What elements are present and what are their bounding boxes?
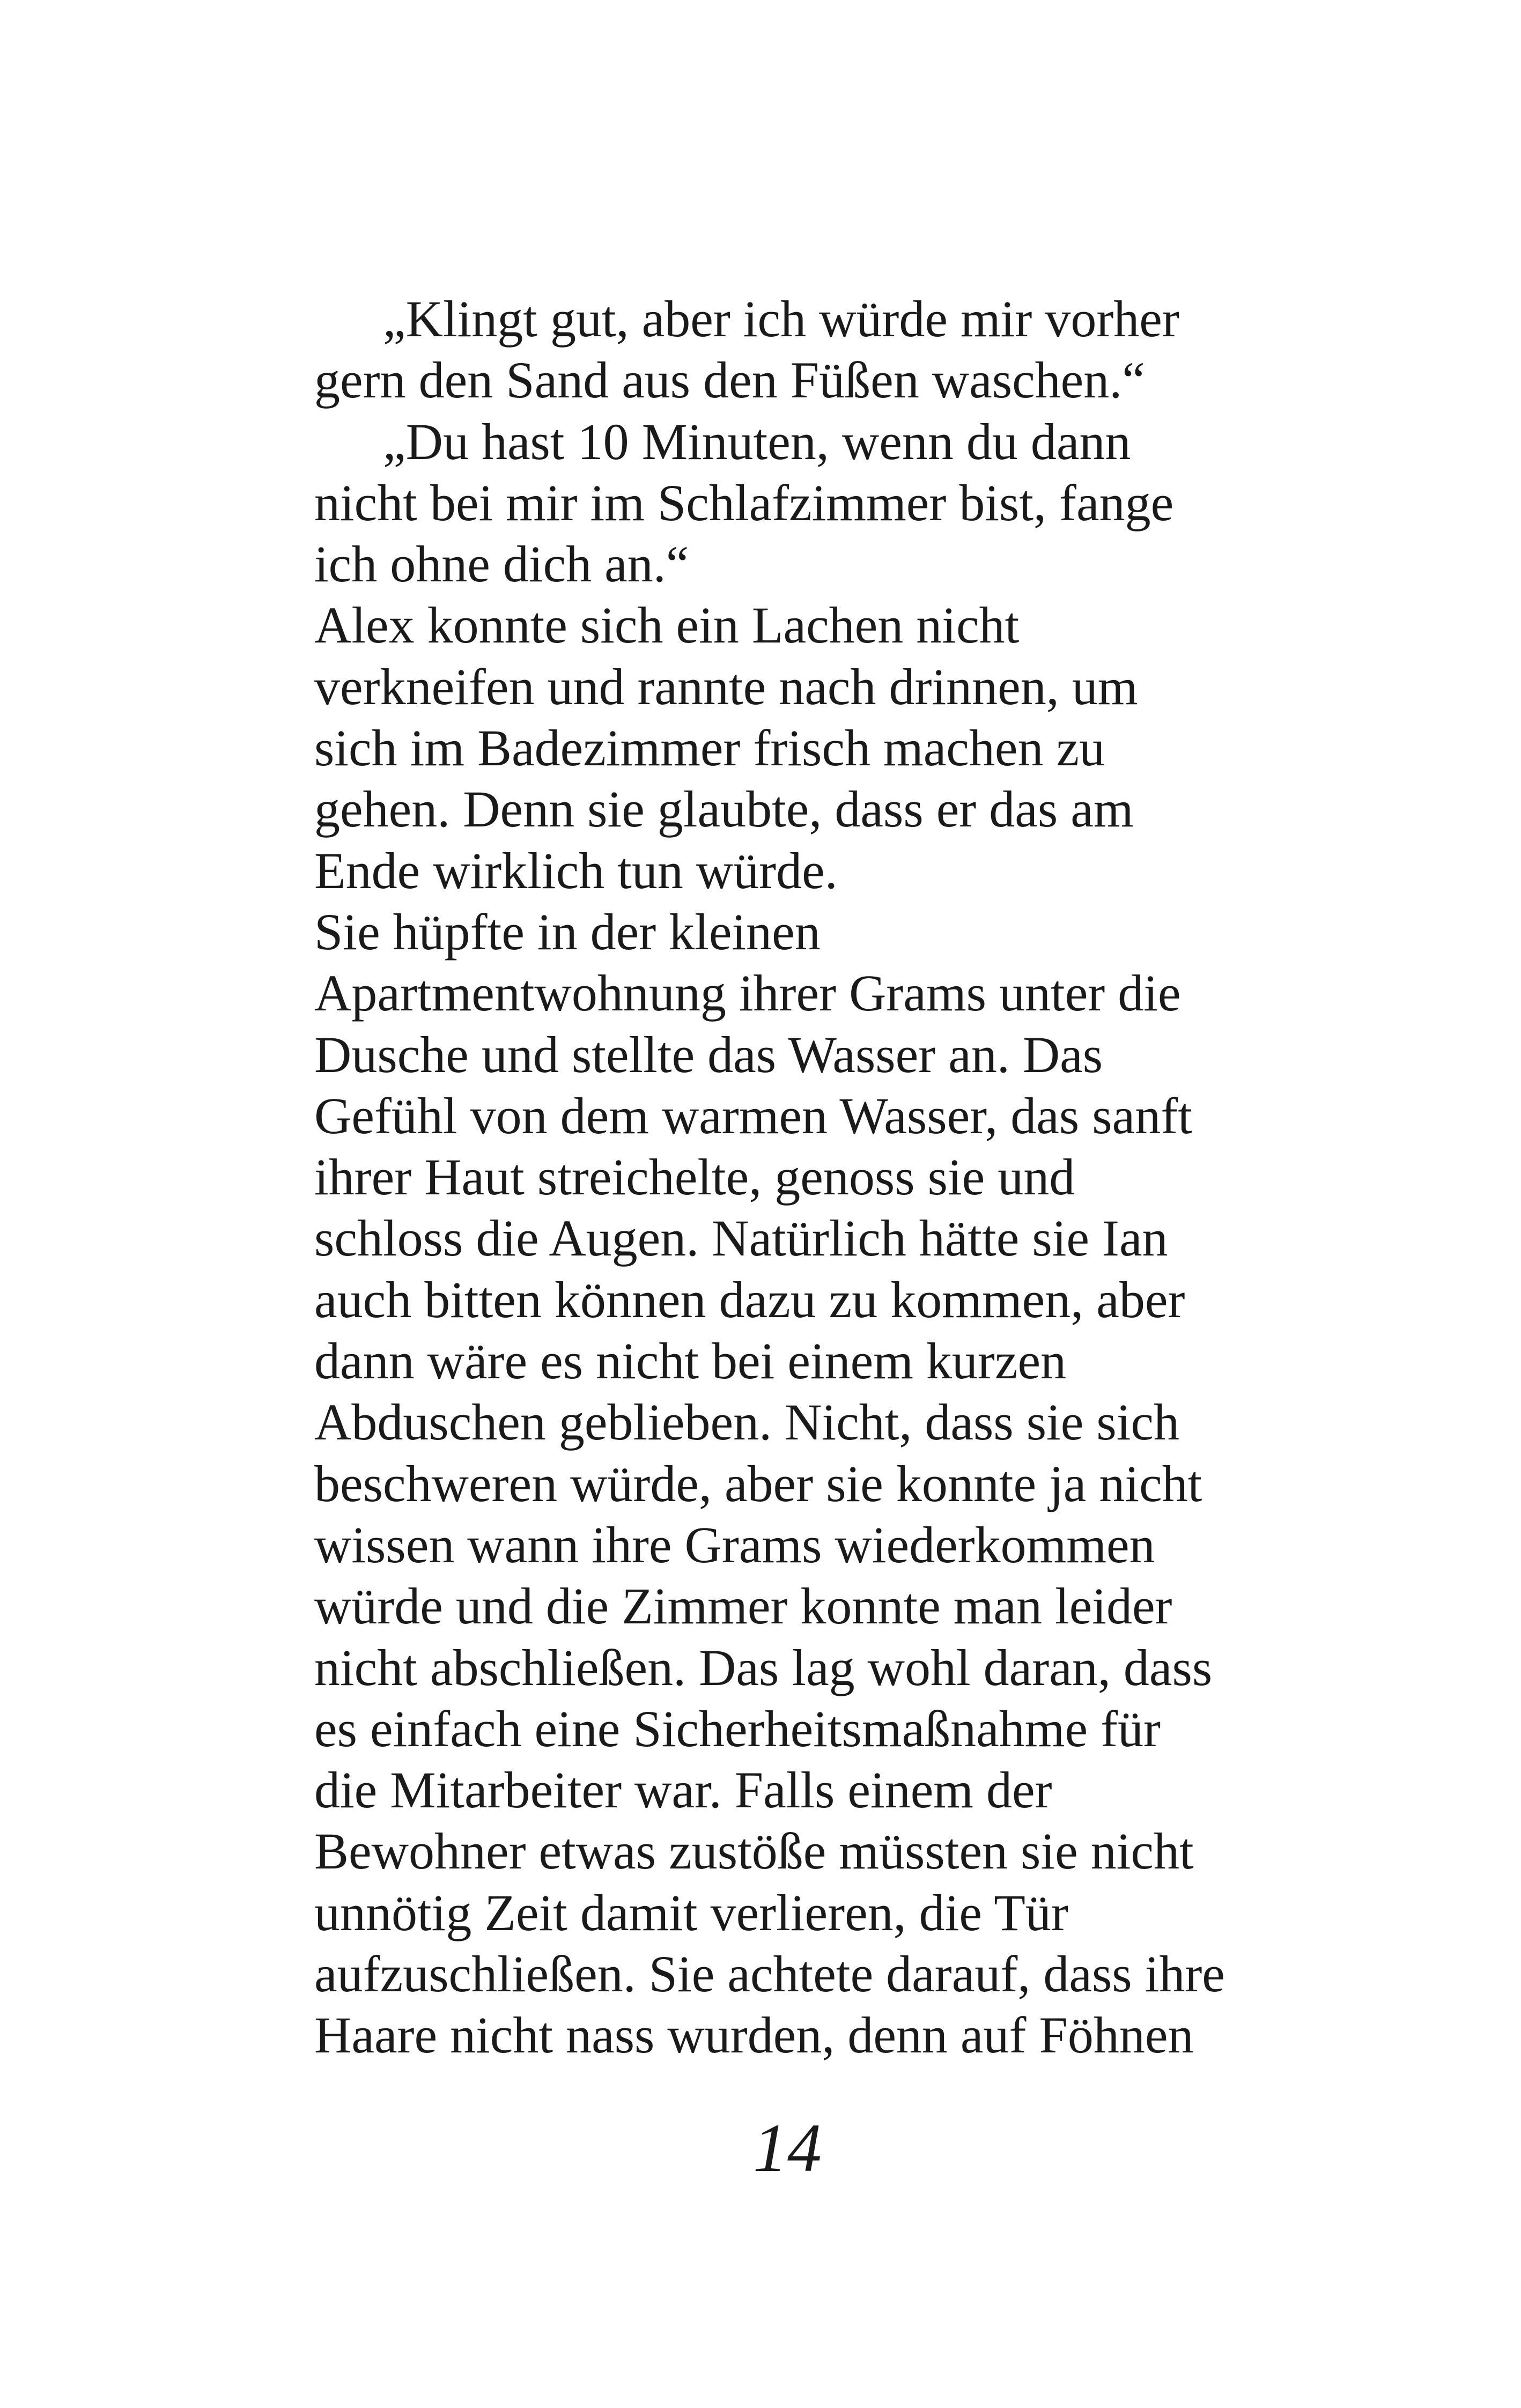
- text-line: dann wäre es nicht bei einem kurzen: [314, 1332, 1067, 1390]
- text-line: nicht bei mir im Schlafzimmer bist, fange: [314, 474, 1174, 531]
- text-line: „Klingt gut, aber ich würde mir vorher: [383, 290, 1179, 348]
- text-line: Bewohner etwas zustöße müssten sie nicht: [314, 1822, 1194, 1880]
- text-line: beschweren würde, aber sie konnte ja nicht: [314, 1454, 1202, 1512]
- text-line: auch bitten können dazu zu kommen, aber: [314, 1271, 1185, 1328]
- text-line: Dusche und stellte das Wasser an. Das: [314, 1025, 1103, 1083]
- text-line: verkneifen und rannte nach drinnen, um: [314, 658, 1138, 715]
- text-line: die Mitarbeiter war. Falls einem der: [314, 1761, 1052, 1819]
- text-line: würde und die Zimmer konnte man leider: [314, 1577, 1172, 1635]
- text-line: nicht abschließen. Das lag wohl daran, dass: [314, 1638, 1213, 1696]
- text-line: ihrer Haut streichelte, genoss sie und: [314, 1148, 1075, 1206]
- text-line: Haare nicht nass wurden, denn auf Föhnen: [314, 2006, 1194, 2064]
- text-line: sich im Badezimmer frisch machen zu: [314, 719, 1105, 777]
- text-line: Abduschen geblieben. Nicht, dass sie sich: [314, 1393, 1179, 1451]
- text-line: es einfach eine Sicherheitsmaßnahme für: [314, 1700, 1161, 1757]
- text-line: Apartmentwohnung ihrer Grams unter die: [314, 964, 1181, 1022]
- text-line: unnötig Zeit damit verlieren, die Tür: [314, 1883, 1068, 1941]
- text-line: ich ohne dich an.“: [314, 535, 689, 593]
- text-line: Ende wirklich tun würde.: [314, 841, 838, 899]
- text-line: wissen wann ihre Grams wiederkommen: [314, 1516, 1155, 1574]
- text-line: Gefühl von dem warmen Wasser, das sanft: [314, 1087, 1192, 1144]
- body-text: [314, 289, 1323, 2066]
- text-line: aufzuschließen. Sie achtete darauf, dass ihre: [314, 1945, 1225, 2003]
- text-line: schloss die Augen. Natürlich hätte sie Ian: [314, 1209, 1168, 1267]
- text-line: „Du hast 10 Minuten, wenn du dann: [383, 412, 1131, 470]
- text-line: Alex konnte sich ein Lachen nicht: [314, 596, 1020, 654]
- text-line: gehen. Denn sie glaubte, dass er das am: [314, 780, 1134, 838]
- text-line: gern den Sand aus den Füßen waschen.“: [314, 351, 1145, 409]
- text-line: Sie hüpfte in der kleinen: [314, 903, 821, 961]
- page-number: 14: [753, 2110, 822, 2186]
